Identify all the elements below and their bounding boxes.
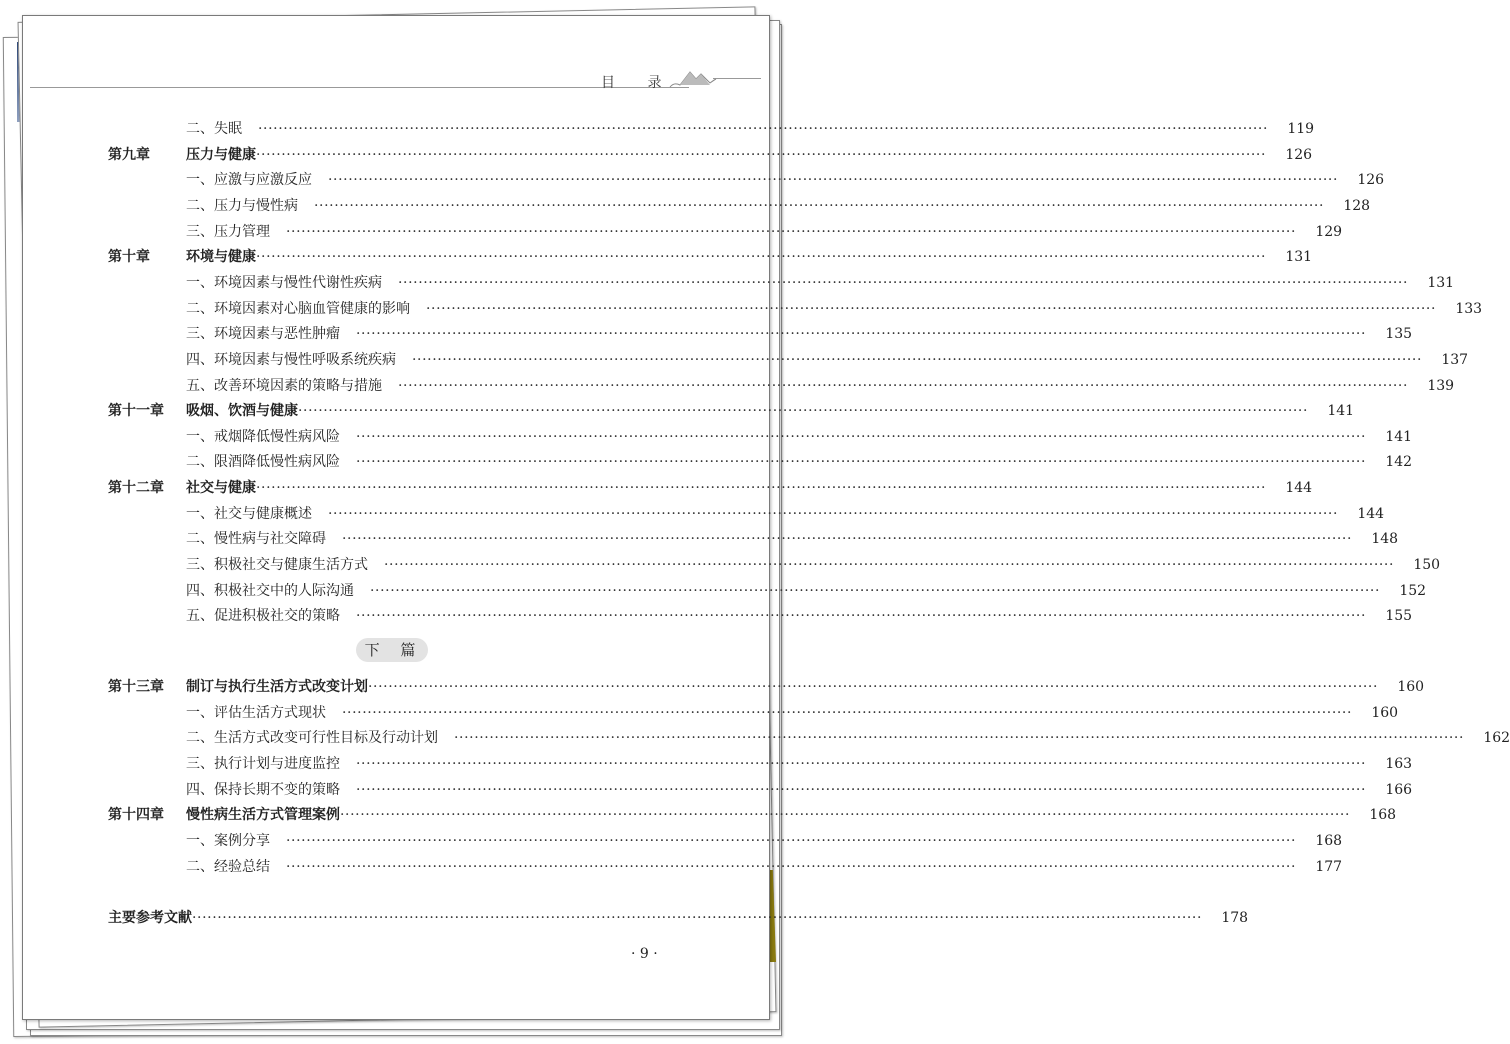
toc-entry-section[interactable] — [186, 375, 1455, 395]
entry-page: 163 — [1385, 755, 1413, 772]
toc-entry-section[interactable] — [186, 426, 1413, 446]
entry-page: 160 — [1371, 704, 1399, 721]
toc-entry-section[interactable] — [186, 779, 1413, 799]
toc-entry-section[interactable] — [186, 605, 1413, 625]
toc-entry-section[interactable] — [186, 169, 1385, 189]
leader-dots: ········································································································································································································ — [412, 351, 1423, 368]
entry-title: 三、环境因素与恶性肿瘤 — [186, 326, 340, 343]
entry-title: 环境与健康 — [186, 249, 256, 266]
entry-title: 二、生活方式改变可行性目标及行动计划 — [186, 730, 438, 747]
leader-dots: ········································································································································································································ — [342, 704, 1353, 721]
entry-page: 162 — [1483, 730, 1510, 747]
entry-page: 168 — [1369, 807, 1397, 824]
entry-title: 二、压力与慢性病 — [186, 197, 298, 214]
entry-title: 一、评估生活方式现状 — [186, 704, 326, 721]
toc-entry-chapter[interactable] — [108, 144, 1313, 164]
entry-page: 126 — [1357, 172, 1385, 189]
entry-page: 129 — [1315, 223, 1343, 240]
toc-entry-section[interactable] — [186, 554, 1441, 574]
entry-title: 社交与健康 — [186, 480, 256, 497]
leader-dots: ········································································································································································································ — [328, 505, 1339, 522]
leader-dots: ········································································································································································································ — [256, 480, 1267, 497]
entry-page: 144 — [1285, 480, 1313, 497]
entry-page: 131 — [1285, 249, 1313, 266]
leader-dots: ········································································································································································································ — [356, 428, 1367, 445]
toc-entry-references[interactable] — [108, 907, 1249, 927]
chapter-number: 第十三章 — [108, 679, 164, 695]
leader-dots: ········································································································································································································ — [298, 403, 1309, 420]
toc-entry-section[interactable] — [186, 323, 1413, 343]
entry-page: 150 — [1413, 557, 1441, 574]
toc-entry-section[interactable] — [186, 349, 1469, 369]
leader-dots: ········································································································································································································ — [286, 832, 1297, 849]
entry-title: 吸烟、饮酒与健康 — [186, 403, 298, 420]
toc-entry-section[interactable] — [186, 118, 1315, 138]
chapter-number: 第十二章 — [108, 480, 164, 497]
toc-entry-section[interactable] — [186, 830, 1343, 850]
toc-entry-section[interactable] — [186, 856, 1343, 876]
entry-title: 慢性病生活方式管理案例 — [186, 807, 340, 824]
entry-page: 139 — [1427, 377, 1455, 394]
leader-dots: ········································································································································································································ — [368, 679, 1379, 695]
chapter-number: 第十章 — [108, 249, 150, 266]
entry-title: 四、保持长期不变的策略 — [186, 781, 340, 798]
toc-entry-chapter[interactable] — [108, 676, 1425, 696]
toc-entry-section[interactable] — [186, 727, 1510, 747]
entry-title: 二、失眠 — [186, 121, 242, 137]
toc-page — [22, 15, 1510, 1020]
toc-entry-section[interactable] — [186, 503, 1385, 523]
entry-title: 一、应激与应激反应 — [186, 172, 312, 189]
leader-dots: ········································································································································································································ — [370, 582, 1381, 599]
leader-dots: ········································································································································································································ — [356, 608, 1367, 625]
toc-entry-section[interactable] — [186, 272, 1455, 292]
toc-entry-section[interactable] — [186, 580, 1427, 600]
toc-entry-chapter[interactable] — [108, 400, 1355, 420]
entry-title: 压力与健康 — [186, 146, 256, 163]
running-header: 目 录 — [601, 75, 676, 91]
leader-dots: ········································································································································································································ — [192, 910, 1203, 926]
entry-title: 五、促进积极社交的策略 — [186, 608, 340, 625]
toc-entry-section[interactable] — [186, 528, 1399, 548]
leader-dots: ········································································································································································································ — [398, 377, 1409, 394]
entry-title: 三、积极社交与健康生活方式 — [186, 557, 368, 574]
entry-title: 主要参考文献 — [108, 910, 192, 926]
entry-page: 135 — [1385, 326, 1413, 343]
entry-page: 178 — [1221, 910, 1249, 926]
leader-dots: ········································································································································································································ — [356, 326, 1367, 343]
chapter-number: 第十四章 — [108, 807, 164, 824]
entry-page: 137 — [1441, 351, 1469, 368]
entry-title: 三、压力管理 — [186, 223, 270, 240]
mountain-ornament-icon — [668, 68, 718, 90]
entry-title: 二、经验总结 — [186, 858, 270, 875]
toc-entry-section[interactable] — [186, 451, 1413, 471]
leader-dots: ········································································································································································································ — [398, 274, 1409, 291]
leader-dots: ········································································································································································································ — [256, 146, 1267, 163]
chapter-number: 第十一章 — [108, 403, 164, 420]
entry-title: 二、限酒降低慢性病风险 — [186, 454, 340, 471]
entry-page: 177 — [1315, 858, 1343, 875]
entry-title: 一、案例分享 — [186, 832, 270, 849]
toc-entry-chapter[interactable] — [108, 477, 1313, 497]
leader-dots: ········································································································································································································ — [340, 807, 1351, 824]
entry-page: 168 — [1315, 832, 1343, 849]
toc-entry-chapter[interactable] — [108, 246, 1313, 266]
entry-page: 142 — [1385, 454, 1413, 471]
entry-page: 133 — [1455, 300, 1483, 317]
page-number: · 9 · — [631, 946, 658, 962]
leader-dots: ········································································································································································································ — [342, 531, 1353, 548]
entry-page: 128 — [1343, 197, 1371, 214]
entry-page: 126 — [1285, 146, 1313, 163]
entry-page: 160 — [1397, 679, 1425, 695]
entry-page: 141 — [1385, 428, 1413, 445]
toc-entry-section[interactable] — [186, 195, 1371, 215]
leader-dots: ········································································································································································································ — [356, 781, 1367, 798]
entry-title: 一、环境因素与慢性代谢性疾病 — [186, 274, 382, 291]
section-badge: 下 篇 — [356, 638, 428, 662]
entry-title: 一、戒烟降低慢性病风险 — [186, 428, 340, 445]
chapter-number: 第九章 — [108, 146, 150, 163]
entry-page: 119 — [1287, 121, 1315, 137]
entry-page: 131 — [1427, 274, 1455, 291]
entry-title: 四、积极社交中的人际沟通 — [186, 582, 354, 599]
toc-entry-chapter[interactable] — [108, 804, 1397, 824]
leader-dots: ········································································································································································································ — [426, 300, 1437, 317]
entry-page: 166 — [1385, 781, 1413, 798]
leader-dots: ········································································································································································································ — [384, 557, 1395, 574]
entry-page: 148 — [1371, 531, 1399, 548]
leader-dots: ········································································································································································································ — [286, 858, 1297, 875]
entry-page: 155 — [1385, 608, 1413, 625]
leader-dots: ········································································································································································································ — [328, 172, 1339, 189]
leader-dots: ········································································································································································································ — [454, 730, 1465, 747]
entry-title: 四、环境因素与慢性呼吸系统疾病 — [186, 351, 396, 368]
leader-dots: ········································································································································································································ — [356, 755, 1367, 772]
entry-page: 144 — [1357, 505, 1385, 522]
entry-title: 二、环境因素对心脑血管健康的影响 — [186, 300, 410, 317]
leader-dots: ········································································································································································································ — [356, 454, 1367, 471]
leader-dots: ········································································································································································································ — [258, 121, 1269, 137]
toc-entry-section[interactable] — [186, 221, 1343, 241]
entry-title: 二、慢性病与社交障碍 — [186, 531, 326, 548]
leader-dots: ········································································································································································································ — [286, 223, 1297, 240]
toc-entry-section[interactable] — [186, 753, 1413, 773]
entry-title: 三、执行计划与进度监控 — [186, 755, 340, 772]
leader-dots: ········································································································································································································ — [314, 197, 1325, 214]
toc-entry-section[interactable] — [186, 298, 1483, 318]
entry-title: 五、改善环境因素的策略与措施 — [186, 377, 382, 394]
header-rule — [713, 78, 761, 79]
entry-page: 141 — [1327, 403, 1355, 420]
entry-title: 制订与执行生活方式改变计划 — [186, 679, 368, 695]
header-rule — [30, 87, 689, 88]
toc-entry-section[interactable] — [186, 702, 1399, 722]
entry-page: 152 — [1399, 582, 1427, 599]
entry-title: 一、社交与健康概述 — [186, 505, 312, 522]
leader-dots: ········································································································································································································ — [256, 249, 1267, 266]
